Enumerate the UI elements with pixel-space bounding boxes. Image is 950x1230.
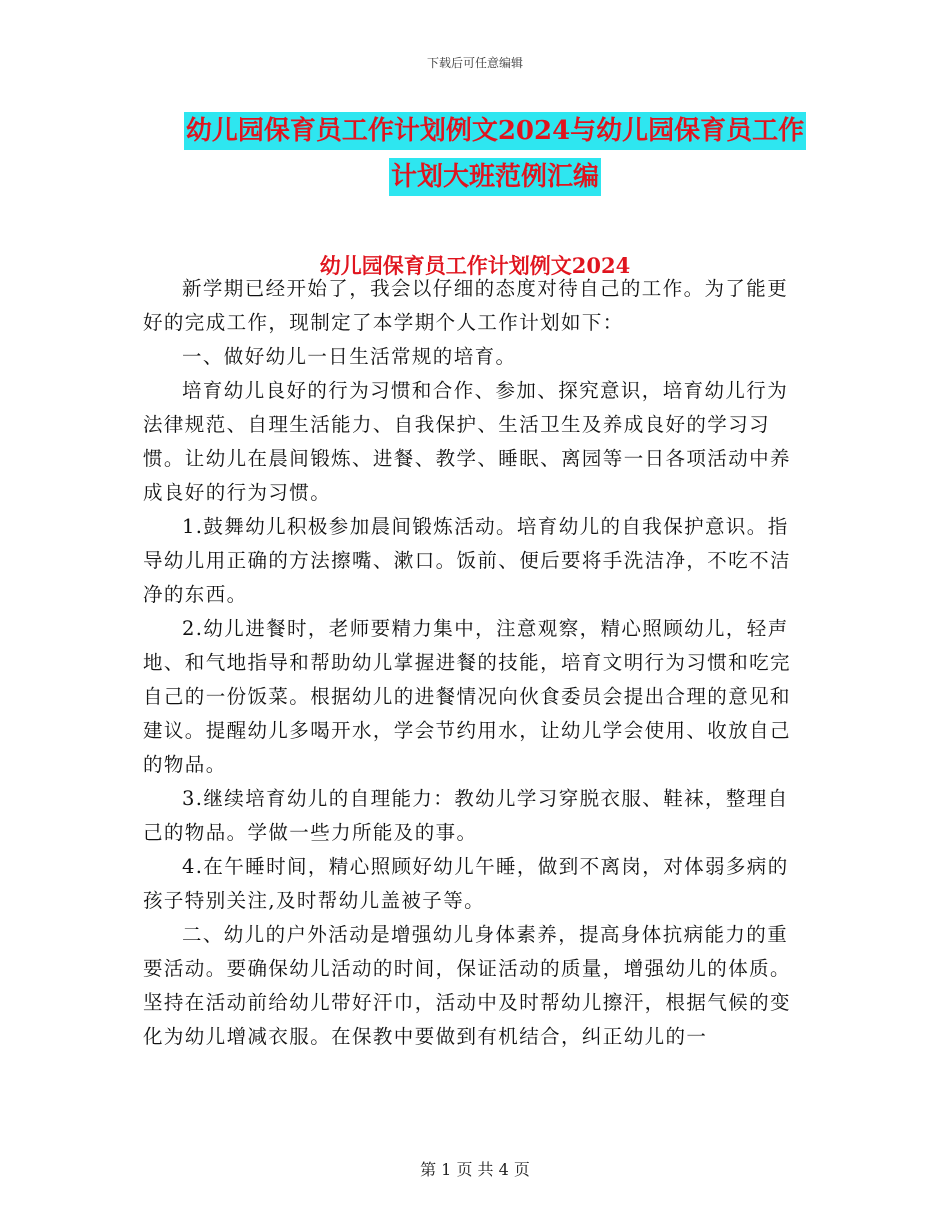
title-line-2: 计划大班范例汇编 (389, 158, 601, 196)
paragraph: 4.在午睡时间，精心照顾好幼儿午睡，做到不离岗，对体弱多病的孩子特别关注,及时帮幼儿盖被子等。 (143, 855, 789, 912)
paragraph: 1.鼓舞幼儿积极参加晨间锻炼活动。培育幼儿的自我保护意识。指导幼儿用正确的方法擦嘴、漱口。饭前、便后要将手洗洁净，不吃不洁净的东西。 (143, 515, 791, 606)
paragraph: 培育幼儿良好的行为习惯和合作、参加、探究意识，培育幼儿行为法律规范、自理生活能力、自我保护、生活卫生及养成良好的学习习惯。让幼儿在晨间锻炼、进餐、教学、睡眠、离园等一日各项活动中养成良好的行为习惯。 (143, 379, 791, 504)
paragraph: 3.继续培育幼儿的自理能力：教幼儿学习穿脱衣服、鞋袜，整理自己的物品。学做一些力所能及的事。 (143, 787, 789, 844)
paragraph: 新学期已经开始了，我会以仔细的态度对待自己的工作。为了能更好的完成工作，现制定了本学期个人工作计划如下： (143, 277, 789, 334)
section-title: 幼儿园保育员工作计划例文2024 (319, 253, 631, 278)
paragraph: 二、幼儿的户外活动是增强幼儿身体素养，提高身体抗病能力的重要活动。要确保幼儿活动的时间，保证活动的质量，增强幼儿的体质。坚持在活动前给幼儿带好汗巾，活动中及时帮幼儿擦汗，根据气候的变化为幼儿增减衣服。在保教中要做到有机结合，纠正幼儿的一 (143, 923, 791, 1048)
title-line-1: 幼儿园保育员工作计划例文2024与幼儿园保育员工作 (184, 112, 806, 150)
paragraph: 一、做好幼儿一日生活常规的培育。 (182, 345, 517, 368)
document-title (150, 112, 840, 204)
paragraph: 2.幼儿进餐时，老师要精力集中，注意观察，精心照顾幼儿，轻声地、和气地指导和帮助幼儿掌握进餐的技能，培育文明行为习惯和吃完自己的一份饭菜。根据幼儿的进餐情况向伙食委员会提出合理的意见和建议。提醒幼儿多喝开水，学会节约用水，让幼儿学会使用、收放自己的物品。 (143, 617, 791, 776)
header-note: 下载后可任意编辑 (426, 56, 523, 70)
page-footer: 第 1 页 共 4 页 (420, 1160, 530, 1179)
body-text (143, 272, 795, 1054)
